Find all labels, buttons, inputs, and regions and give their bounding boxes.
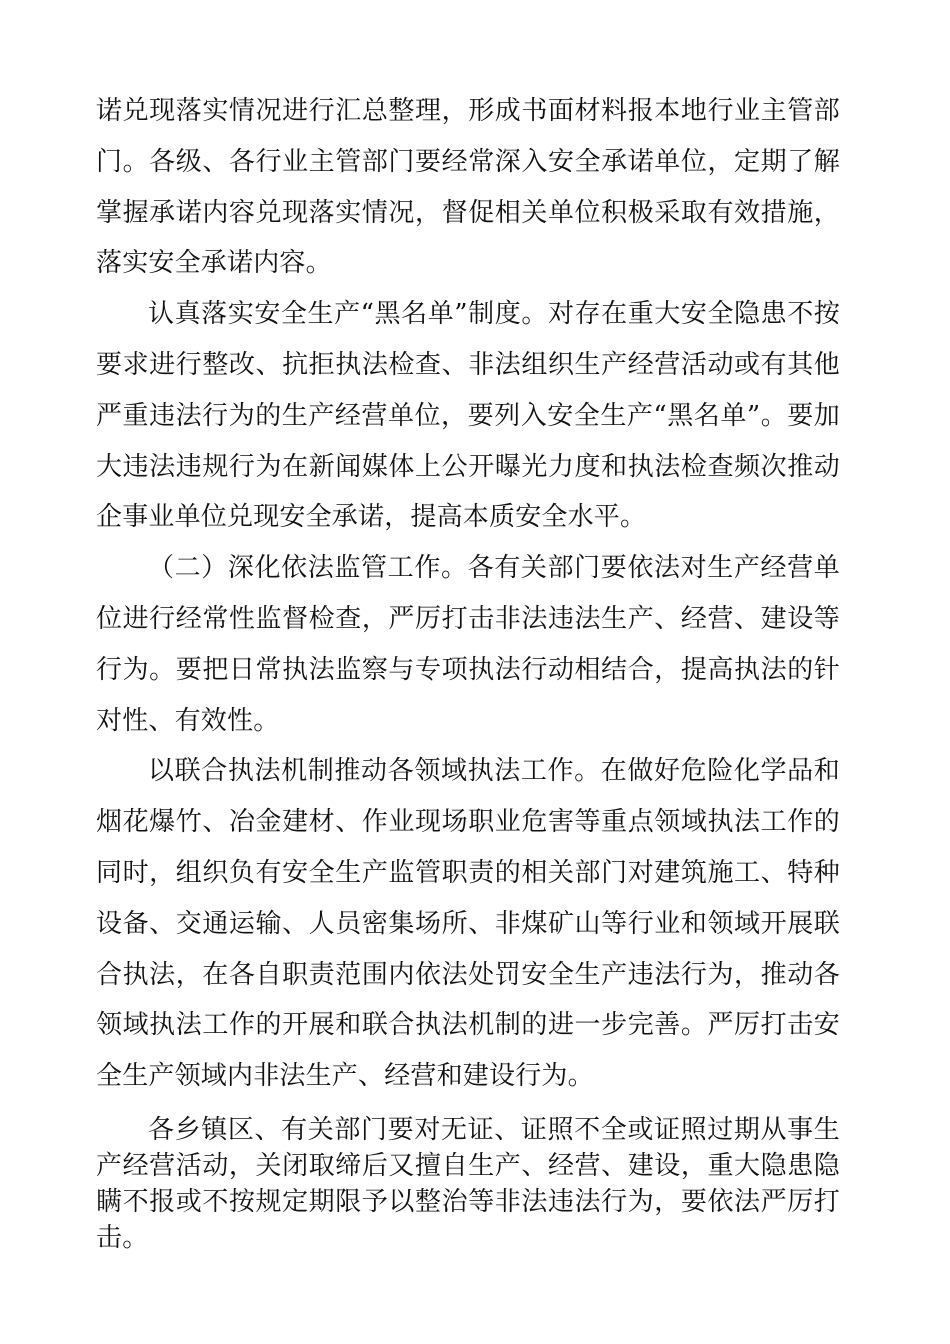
paragraph-blacklist: 认真落实安全生产“黑名单”制度。对存在重大安全隐患不按要求进行整改、抗拒执法检查、非法组织生产经营活动或有其他严重违法行为的生产经营单位，要列入安全生产“黑名单”。要加大违法违规行为在新闻媒体上公开曝光力度和执法检查频次推动企事业单位兑现安全承诺，提高本质安全水平。 — [96, 299, 840, 533]
paragraph-joint-enforcement: 以联合执法机制推动各领域执法工作。在做好危险化学品和烟花爆竹、冶金建材、作业现场职业危害等重点领域执法工作的同时，组织负有安全生产监管职责的相关部门对建筑施工、特种设备、交通运输、人员密集场所、非煤矿山等行业和领域开展联合执法，在各自职责范围内依法处罚安全生产违法行为，推动各领域执法工作的开展和联合执法机制的进一步完善。严厉打击安全生产领域内非法生产、经营和建设行为。 — [96, 756, 840, 1092]
paragraph-supervision: （二）深化依法监管工作。各有关部门要依法对生产经营单位进行经常性监督检查，严厉打击非法违法生产、经营、建设等行为。要把日常执法监察与专项执法行动相结合，提高执法的针对性、有效性。 — [96, 553, 840, 736]
document-page — [96, 86, 840, 1256]
paragraph-crackdown: 各乡镇区、有关部门要对无证、证照不全或证照过期从事生产经营活动，关闭取缔后又擅自生产、经营、建设，重大隐患隐瞒不报或不按规定期限予以整治等非法违法行为，要依法严厉打击。 — [96, 1114, 840, 1253]
paragraph-continuation: 诺兑现落实情况进行汇总整理，形成书面材料报本地行业主管部门。各级、各行业主管部门要经常深入安全承诺单位，定期了解掌握承诺内容兑现落实情况，督促相关单位积极采取有效措施，落实安全承诺内容。 — [96, 96, 840, 279]
